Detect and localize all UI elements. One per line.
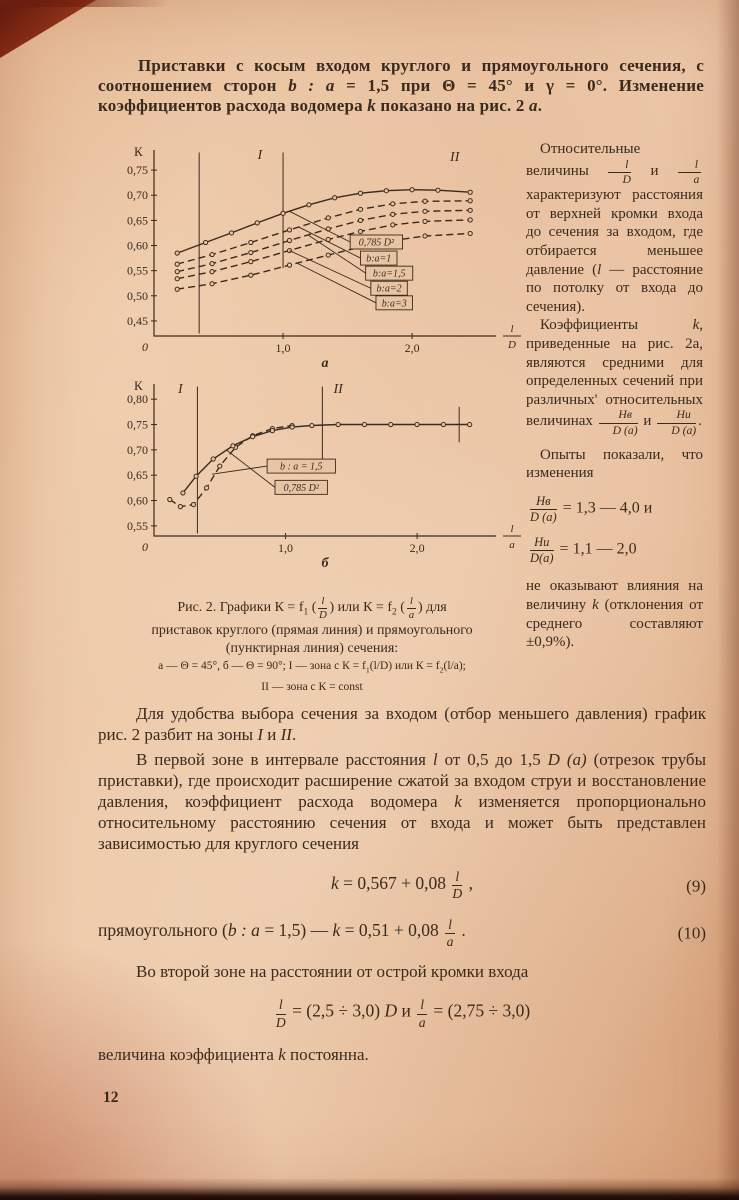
caption-line-2: приставок круглого (прямая линия) и прямоугольного bbox=[151, 623, 473, 639]
series-label-text: 0,785 D² bbox=[283, 482, 319, 494]
body-paragraph-constant: величина коэффициента k постоянна. bbox=[98, 1044, 369, 1064]
data-point-marker bbox=[333, 196, 337, 200]
x-tick-label: 1,0 bbox=[278, 541, 294, 555]
data-point-marker bbox=[415, 422, 419, 426]
data-point-marker bbox=[249, 260, 253, 264]
data-point-marker bbox=[441, 422, 445, 426]
data-point-marker bbox=[358, 207, 362, 211]
x-tick-label: 2,0 bbox=[409, 541, 425, 555]
side-paragraph-deviation: не оказывают влияния на величину k (отклонения от среднего составляют ±0,9%). bbox=[526, 578, 703, 651]
data-point-marker bbox=[423, 234, 427, 238]
data-point-marker bbox=[181, 491, 185, 495]
origin-label: 0 bbox=[142, 540, 148, 554]
body-paragraph-first-zone: В первой зоне в интервале расстояния l от 0,5 до 1,5 D (a) (отрезок трубы приставки), где происходит расширение сжатой за входом струи и восстановление давления, коэффициент расхода водомера k изменяется пропорционально относительному расстоянию сечения от входа и может быть представлен зависимостью для круглого сечения bbox=[98, 750, 706, 853]
data-point-marker bbox=[468, 218, 472, 222]
y-tick-label: 0,50 bbox=[127, 288, 148, 303]
side-column bbox=[526, 140, 703, 652]
data-point-marker bbox=[191, 502, 195, 506]
caption-line-1: Рис. 2. Графики $К = f_1$ ( $\frac{l}{D}$ ) или $К = f_2$ ( $\frac{l}{a}$ ) для bbox=[177, 595, 447, 622]
data-point-marker bbox=[389, 422, 393, 426]
data-point-marker bbox=[175, 270, 179, 274]
page-number: 12 bbox=[103, 1089, 119, 1106]
data-point-marker bbox=[270, 429, 274, 433]
chart-sublabel: б bbox=[321, 556, 329, 570]
data-point-marker bbox=[436, 188, 440, 192]
paper-shadow-bottom bbox=[0, 1178, 739, 1200]
data-point-marker bbox=[287, 263, 291, 267]
data-point-marker bbox=[336, 422, 340, 426]
equation-9: k = 0,567 + 0,08 $\frac{l}{D}$ , bbox=[330, 869, 473, 902]
data-point-marker bbox=[175, 251, 179, 255]
chart-sublabel: а bbox=[321, 356, 329, 370]
side-paragraph-relative-values: Относительные величины $\frac{l}{D}$ и $\frac{l}{a}$ характеризуют расстояния от верхней кромки входа до сечения за входом, где отбирается меньшее давление (l — расстояние по потолку от входа до сечения). bbox=[526, 141, 703, 315]
series-label-text: b:a=3 bbox=[381, 298, 407, 310]
equation-10-number: (10) bbox=[677, 923, 706, 943]
paper-shadow-right bbox=[717, 0, 739, 1200]
paper-stain-top-left bbox=[0, 0, 96, 58]
caption-line-3: (пунктирная линия) сечения: bbox=[225, 640, 399, 656]
series-label-text: b : a = 1,5 bbox=[279, 461, 323, 473]
data-point-marker bbox=[175, 287, 179, 291]
data-point-marker bbox=[468, 190, 472, 194]
data-point-marker bbox=[384, 189, 388, 193]
data-point-marker bbox=[249, 240, 253, 244]
data-point-marker bbox=[255, 221, 259, 225]
y-axis-label: К bbox=[134, 378, 143, 393]
data-point-marker bbox=[326, 216, 330, 220]
equation-9-number: (9) bbox=[686, 876, 706, 896]
body-paragraph-zones: Для удобства выбора сечения за входом (отбор меньшего давления) график рис. 2 разбит на зоны I и II. bbox=[98, 704, 706, 744]
y-tick-label: 0,60 bbox=[127, 238, 148, 253]
data-point-marker bbox=[251, 435, 255, 439]
data-point-marker bbox=[423, 209, 427, 213]
data-point-marker bbox=[391, 202, 395, 206]
data-point-marker bbox=[358, 191, 362, 195]
y-tick-label: 0,45 bbox=[127, 313, 148, 328]
origin-label: 0 bbox=[142, 340, 148, 354]
data-point-marker bbox=[410, 188, 414, 192]
figure-caption bbox=[100, 596, 524, 694]
side-equation-hi: $\frac{Hи}{D(a)}$ = 1,1 — 2,0 bbox=[530, 535, 637, 566]
zone-label: II bbox=[333, 382, 343, 398]
series-label-text: b:a=1 bbox=[366, 253, 392, 265]
data-point-marker bbox=[218, 464, 222, 468]
data-point-marker bbox=[205, 486, 209, 490]
zone-label: I bbox=[177, 382, 183, 398]
data-point-marker bbox=[310, 423, 314, 427]
data-point-marker bbox=[194, 474, 198, 478]
series-label-text: b:a=1,5 bbox=[372, 268, 406, 280]
label-leader-line bbox=[296, 263, 376, 303]
data-point-marker bbox=[468, 208, 472, 212]
x-tick-label: 2,0 bbox=[404, 341, 420, 355]
side-paragraph-experiments: Опыты показали, что изменения bbox=[526, 446, 703, 482]
x-tick-label: 1,0 bbox=[275, 341, 291, 355]
caption-legend-1: а — Θ = 45°, б — Θ = 90°; I — зона с $К = f_1(l/D)$ или $К = f_2(l/a)$; bbox=[158, 660, 466, 675]
side-paragraph-coefficients: Коэффициенты k, приведенные на рис. 2а, являются средними для определенных сечений при различных' относительных величинах $\frac{Hв}{D (a)}$ и $\frac{Hи}{D (a)}$ . bbox=[526, 317, 703, 437]
y-tick-label: 0,75 bbox=[127, 163, 148, 178]
side-equation-hv: $\frac{Hв}{D (a)}$ = 1,3 — 4,0 и bbox=[530, 494, 653, 525]
data-point-marker bbox=[326, 253, 330, 257]
data-point-marker bbox=[281, 211, 285, 215]
y-tick-label: 0,80 bbox=[127, 392, 148, 407]
data-point-marker bbox=[468, 422, 472, 426]
paper-stain-top-edge bbox=[0, 0, 170, 7]
data-point-marker bbox=[362, 422, 366, 426]
caption-legend-2: II — зона с К = const bbox=[261, 680, 363, 693]
x-axis-label-numerator: l bbox=[510, 523, 514, 535]
y-tick-label: 0,65 bbox=[127, 213, 148, 228]
equation-10-row bbox=[98, 918, 706, 950]
data-point-marker bbox=[358, 218, 362, 222]
data-point-marker bbox=[423, 219, 427, 223]
x-axis-label-denominator: a bbox=[509, 539, 515, 551]
data-point-marker bbox=[175, 277, 179, 281]
data-point-marker bbox=[287, 228, 291, 232]
y-tick-label: 0,55 bbox=[127, 263, 148, 278]
data-point-marker bbox=[178, 505, 182, 509]
y-tick-label: 0,75 bbox=[127, 417, 148, 432]
section-heading: Приставки с косым входом круглого и прямоугольного сечения, с соотношением сторон b : a = 1,5 при Θ = 45° и γ = 0°. Изменение коэффициентов расхода водомера k показано на рис. 2 а. bbox=[98, 56, 704, 115]
y-tick-label: 0,65 bbox=[127, 468, 148, 483]
zone-label: I bbox=[257, 148, 263, 164]
body-paragraph-second-zone: Во второй зоне на расстоянии от острой кромки входа bbox=[136, 962, 529, 982]
data-point-marker bbox=[168, 497, 172, 501]
x-axis-label-denominator: D bbox=[508, 339, 516, 351]
equation-9-row bbox=[98, 870, 706, 902]
data-point-marker bbox=[287, 238, 291, 242]
zone-label: II bbox=[450, 150, 460, 166]
data-point-marker bbox=[391, 223, 395, 227]
data-point-marker bbox=[204, 240, 208, 244]
data-point-marker bbox=[229, 231, 233, 235]
data-point-marker bbox=[210, 282, 214, 286]
data-point-marker bbox=[468, 199, 472, 203]
data-point-marker bbox=[231, 444, 235, 448]
data-point-marker bbox=[210, 252, 214, 256]
data-point-marker bbox=[423, 199, 427, 203]
y-tick-label: 0,70 bbox=[127, 442, 148, 457]
data-point-marker bbox=[175, 262, 179, 266]
x-axis-label-numerator: l bbox=[510, 323, 514, 335]
y-axis-label: К bbox=[134, 144, 143, 159]
y-tick-label: 0,70 bbox=[127, 188, 148, 203]
data-point-marker bbox=[468, 231, 472, 235]
figure-2-chart-a bbox=[120, 136, 540, 370]
series-label-text: b:a=2 bbox=[376, 283, 402, 295]
body-text bbox=[98, 703, 706, 1065]
data-point-marker bbox=[210, 262, 214, 266]
series-label-text: 0,785 D² bbox=[358, 237, 394, 249]
data-point-marker bbox=[290, 425, 294, 429]
y-tick-label: 0,55 bbox=[127, 518, 148, 533]
y-tick-label: 0,60 bbox=[127, 493, 148, 508]
data-point-marker bbox=[391, 212, 395, 216]
data-point-marker bbox=[210, 270, 214, 274]
data-point-marker bbox=[307, 203, 311, 207]
data-point-marker bbox=[249, 273, 253, 277]
data-point-marker bbox=[211, 457, 215, 461]
equation-10: прямоугольного (b : a = 1,5) — k = 0,51 + 0,08 $\frac{l}{a}$ . bbox=[98, 916, 466, 949]
figure-2-chart-b bbox=[120, 372, 540, 570]
data-point-marker bbox=[358, 229, 362, 233]
data-point-marker bbox=[249, 250, 253, 254]
equation-distance: $\frac{l}{D}$ = (2,5 ÷ 3,0) D и $\frac{l}{a}$ = (2,75 ÷ 3,0) bbox=[275, 997, 531, 1030]
